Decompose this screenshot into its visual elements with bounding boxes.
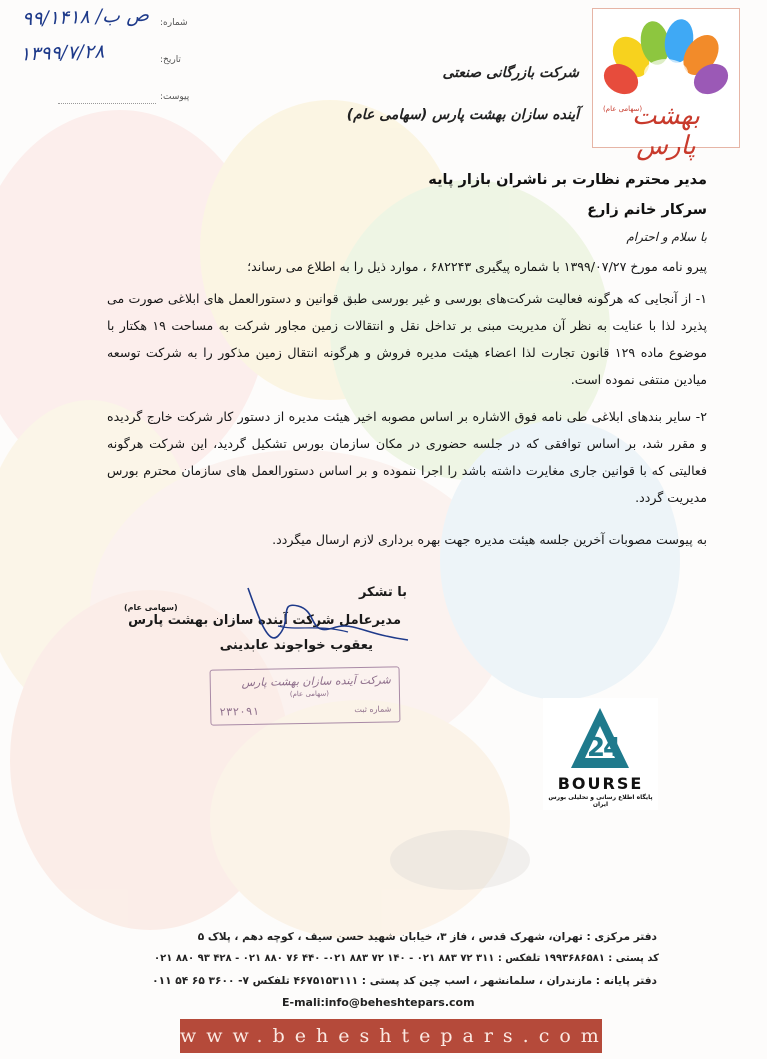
recipient-title: مدیر محترم نظارت بر ناشران بازار پایه — [428, 172, 707, 188]
bourse-logo-icon — [543, 698, 658, 776]
signature-position-tag: (سهامی عام) — [124, 603, 178, 612]
letter-item-1: ۱- از آنجایی که هرگونه فعالیت شرکت‌های بورسی و غیر بورسی طبق قوانین و دستورالعمل های ابلاغی صورت می پذیرد لذا با عنایت به نظر آن مدیریت مبنی بر تداخل نقل و انتقالات زمین مجاور شرکت به مساحت ۱۹ هکتار با موضوع ماده ۱۲۹ قانون تجارت لذا اعضاء هیئت مدیره فروش و هرگونه انتقال زمین مذکور را به شرکت توسعه میادین منتفی نموده است. — [107, 291, 707, 387]
footer-terminal-office: دفتر پایانه : مازندران ، سلمانشهر ، اسب چین کد پستی : ۴۶۷۵۱۵۳۱۱۱ تلفکس ۷- ۳۶۰۰ ۶۵ ۵۴ ۰۱۱ — [152, 975, 657, 987]
website-bar — [180, 1019, 609, 1053]
letter-intro: پیرو نامه مورخ ۱۳۹۹/۰۷/۲۷ با شماره پیگیری ۶۸۲۲۴۳ ، موارد ذیل را به اطلاع می رساند؛ — [247, 259, 707, 274]
company-stamp — [210, 666, 401, 725]
stamp-company: شرکت آینده سازان بهشت پارس — [241, 673, 391, 690]
signature-name: یعقوب خواجوند عابدینی — [219, 638, 373, 653]
attachment-field — [160, 92, 189, 102]
number-field — [160, 18, 188, 28]
signature-position: مدیرعامل شرکت آینده سازان بهشت پارس — [128, 613, 401, 628]
footer-head-office: دفتر مرکزی : تهران، شهرک قدس ، فاز ۳، خیابان شهید حسن سیف ، کوچه دهم ، پلاک ۵ — [197, 931, 657, 943]
recipient-name: سرکار خانم زارع — [587, 202, 707, 218]
svg-text:4: 4 — [603, 733, 622, 763]
greeting: با سلام و احترام — [626, 230, 707, 244]
company-name: آینده سازان بهشت پارس (سهامی عام) — [346, 107, 579, 123]
company-type: شرکت بازرگانی صنعتی — [442, 65, 579, 81]
letter-closing: به پیوست مصوبات آخرین جلسه هیئت مدیره جهت بهره برداری لازم ارسال میگردد. — [272, 532, 707, 547]
footer-postal-phones: کد پستی : ۱۹۹۳۶۸۶۵۸۱ تلفکس : ۳۱۱ ۷۲ ۸۸۳ ۰۲۱ - ۱۴۰ ۷۲ ۸۸۳ ۰۲۱- ۴۴۰ ۷۶ ۸۸۰ ۰۲۱ - ۴۲۸ ۹۳ ۸۸۰ ۰۲۱ — [154, 953, 659, 964]
stamp-reg-label: شماره ثبت — [354, 704, 392, 715]
letter-item-2: ۲- سایر بندهای ابلاغی طی نامه فوق الاشاره بر اساس مصوبه اخیر هیئت مدیره از دستور کار شرکت خارج گردیده و مقرر شد، بر اساس توافقی که در جلسه حضوری در مکان سازمان بورس تشکیل گردید، این شرکت هرگونه فعالیتی که با قوانین جاری مغایرت داشته باشد را اجرا ننموده و بر اساس دستورالعمل های سازمان محترم بورس مدیریت گردد. — [107, 409, 707, 505]
bourse-watermark — [543, 698, 658, 810]
svg-text:2: 2 — [587, 733, 606, 763]
stamp-type: (سهامی عام) — [289, 689, 330, 699]
date-label: تاریخ: — [160, 55, 181, 65]
attachment-label: پیوست: — [160, 92, 190, 102]
number-label: شماره: — [160, 18, 188, 28]
bourse-word: BOURSE — [557, 774, 644, 793]
website-url: www.beheshtepars.com — [180, 1025, 609, 1047]
logo-text: بهشت پارس — [632, 101, 700, 161]
number-handwritten: ۹۹/ص ب/ ۱۴۱۸ — [21, 3, 150, 31]
signature-thanks: با تشکر — [358, 585, 407, 600]
handwritten-signature — [238, 576, 418, 656]
stamp-number: ۲۳۲۰۹۱ — [219, 704, 260, 719]
attachment-line — [58, 103, 156, 104]
date-handwritten: ۱۳۹۹/۷/۲۸ — [19, 40, 105, 66]
bourse-tagline: پایگاه اطلاع رسانی و تحلیلی بورس ایران — [548, 794, 653, 808]
logo-tag: (سهامی عام) — [603, 105, 643, 113]
company-logo — [592, 8, 740, 161]
footer-email: E-mali:info@beheshtepars.com — [282, 996, 475, 1009]
date-field — [160, 55, 181, 65]
